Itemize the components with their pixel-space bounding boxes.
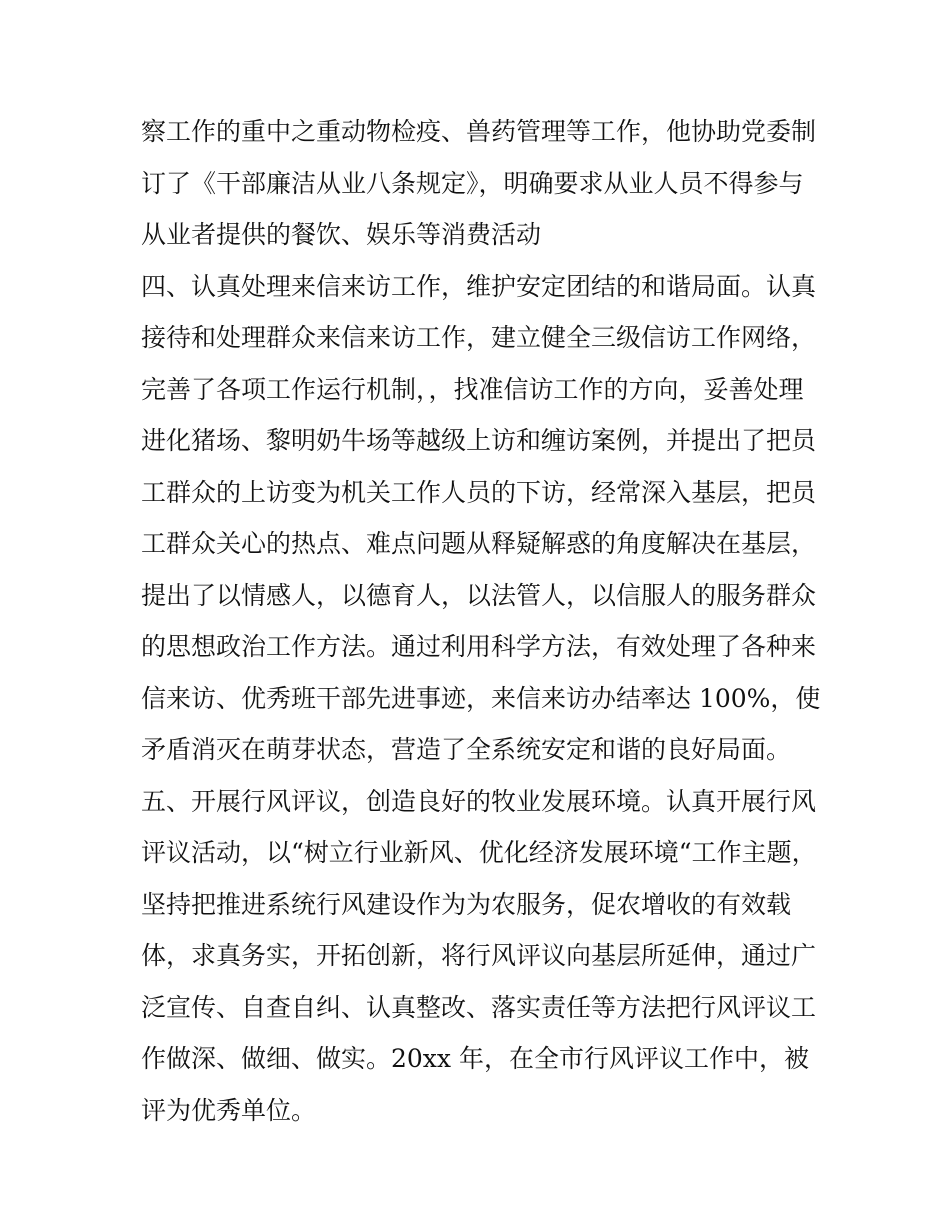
- section-heading-line: 五、开展行风评议，创造良好的牧业发展环境。认真开展行风: [141, 786, 817, 816]
- text-line: 工群众的上访变为机关工作人员的下访，经常深入基层，把员: [141, 477, 817, 507]
- text-line: 提出了以情感人，以德育人，以法管人，以信服人的服务群众: [141, 580, 817, 610]
- text-line: 信来访、优秀班干部先进事迹，来信来访办结率达 100%，使: [141, 683, 821, 713]
- text-line: 评议活动，以“树立行业新风、优化经济发展环境“工作主题，: [141, 838, 817, 867]
- text-line: 从业者提供的餐饮、娱乐等消费活动: [141, 220, 542, 249]
- text-line: 接待和处理群众来信来访工作，建立健全三级信访工作网络，: [141, 323, 817, 352]
- text-line: 矛盾消灭在萌芽状态，营造了全系统安定和谐的良好局面。: [141, 735, 792, 764]
- text-line: 坚持把推进系统行风建设作为为农服务，促农增收的有效载: [141, 889, 792, 919]
- text-line: 泛宣传、自查自纠、认真整改、落实责任等方法把行风评议工: [141, 992, 817, 1022]
- text-line: 评为优秀单位。: [141, 1095, 317, 1125]
- text-line: 订了《干部廉洁从业八条规定》，明确要求从业人员不得参与: [141, 168, 804, 198]
- section-heading-line: 四、认真处理来信来访工作，维护安定团结的和谐局面。认真: [141, 271, 817, 301]
- text-line: 体，求真务实，开拓创新，将行风评议向基层所延伸，通过广: [141, 941, 817, 970]
- text-line: 作做深、做细、做实。20xx 年，在全市行风评议工作中，被: [141, 1044, 809, 1073]
- text-line: 进化猪场、黎明奶牛场等越级上访和缠访案例，并提出了把员: [141, 426, 817, 455]
- text-line: 工群众关心的热点、难点问题从释疑解惑的角度解决在基层，: [141, 529, 817, 558]
- document-body: [141, 106, 821, 1136]
- text-line: 的思想政治工作方法。通过利用科学方法，有效处理了各种来: [141, 632, 817, 661]
- text-line: 完善了各项工作运行机制，，找准信访工作的方向，妥善处理: [141, 374, 804, 404]
- text-line: 察工作的重中之重动物检疫、兽药管理等工作，他协助党委制: [141, 117, 817, 146]
